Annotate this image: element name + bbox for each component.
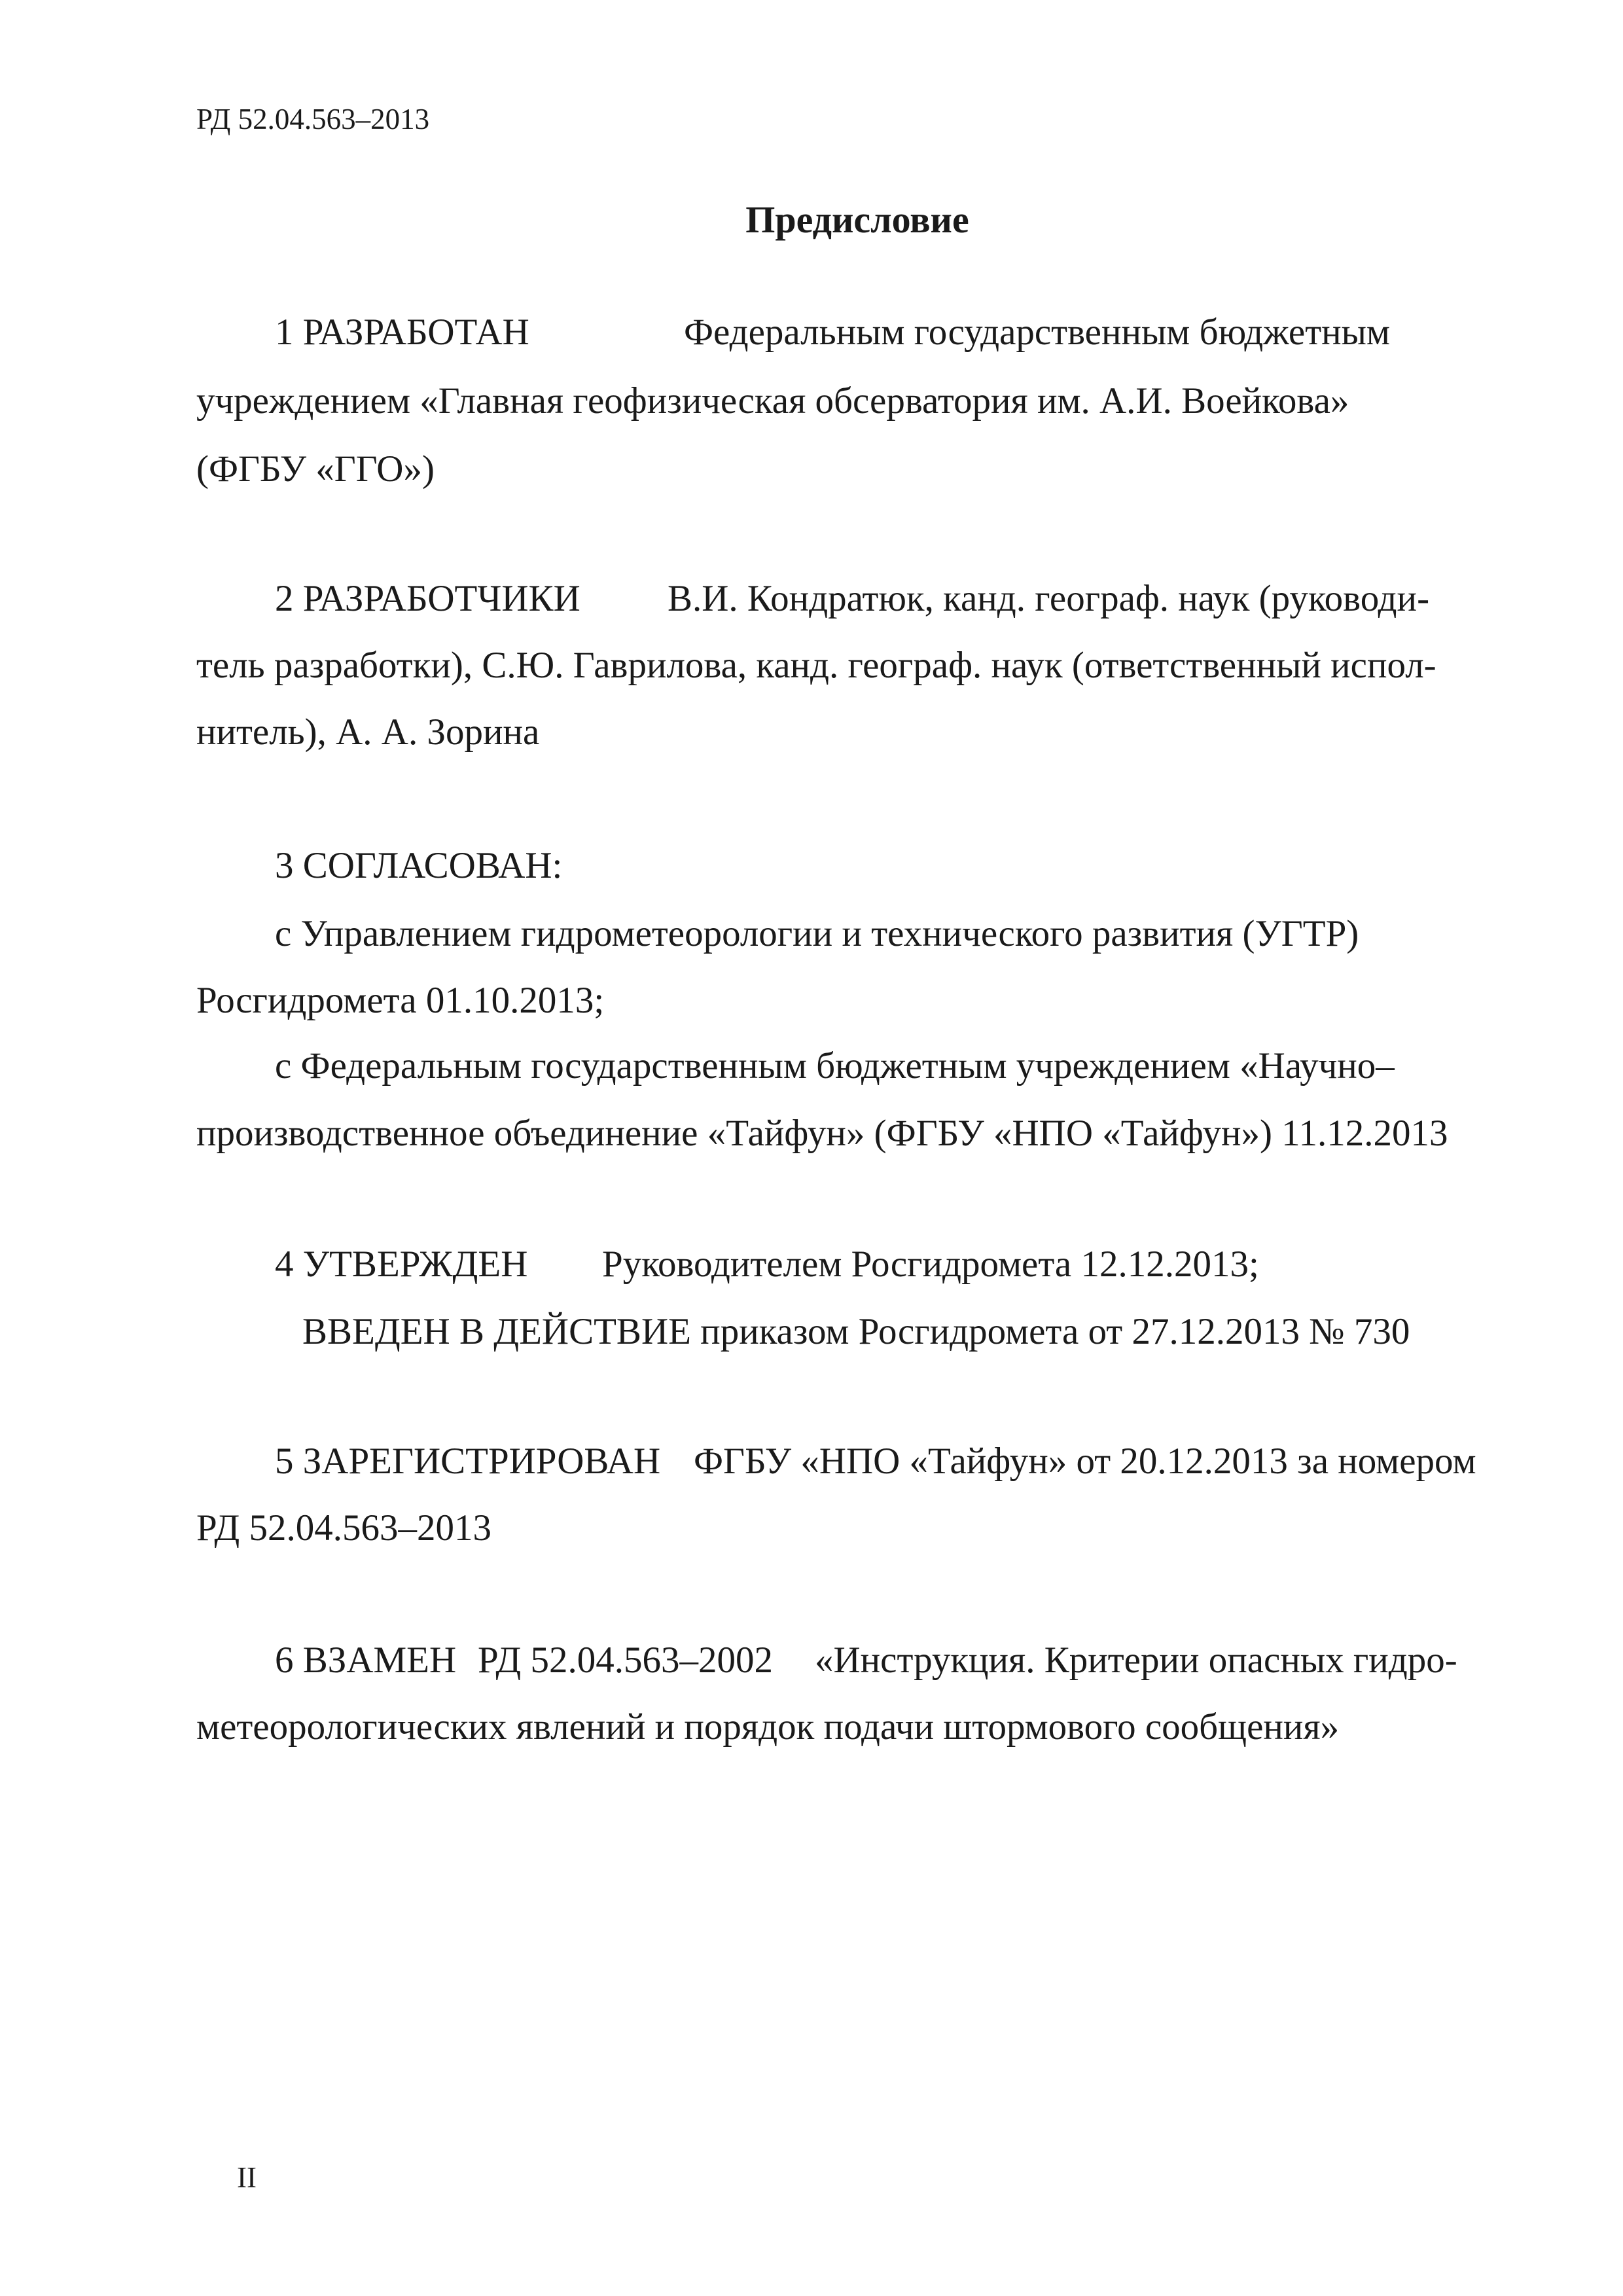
item-2-line-3: нитель), А. А. Зорина — [196, 711, 540, 753]
item-5-label: 5 ЗАРЕГИСТРИРОВАН — [275, 1441, 661, 1482]
item-3-line-3: Росгидромета 01.10.2013; — [196, 980, 605, 1021]
item-6-line-2: метеорологических явлений и порядок подачи штормового сообщения» — [196, 1706, 1340, 1748]
item-1-text: Федеральным государственным бюджетным — [684, 312, 1390, 353]
item-1-label: 1 РАЗРАБОТАН — [275, 312, 529, 353]
item-1-line-2: учреждением «Главная геофизическая обсерватория им. А.И. Воейкова» — [196, 380, 1349, 422]
item-3-line-4: с Федеральным государственным бюджетным учреждением «Научно– — [275, 1045, 1395, 1086]
item-4-label: 4 УТВЕРЖДЕН — [275, 1244, 528, 1285]
item-3-line-5: производственное объединение «Тайфун» (ФГБУ «НПО «Тайфун») 11.12.2013 — [196, 1113, 1448, 1154]
item-4-line-2: ВВЕДЕН В ДЕЙСТВИЕ приказом Росгидромета от 27.12.2013 № 730 — [302, 1311, 1410, 1352]
item-2-label: 2 РАЗРАБОТЧИКИ — [275, 578, 580, 619]
item-3-label: 3 СОГЛАСОВАН: — [275, 845, 563, 886]
item-1-line-3: (ФГБУ «ГГО») — [196, 448, 435, 490]
item-6-replaced-doc-code: РД 52.04.563–2002 — [478, 1640, 774, 1681]
page-number: II — [237, 2161, 257, 2194]
item-2-line-2: тель разработки), С.Ю. Гаврилова, канд. географ. наук (ответственный испол- — [196, 645, 1436, 686]
item-5-text: ФГБУ «НПО «Тайфун» от 20.12.2013 за номером — [694, 1441, 1476, 1482]
item-6-label: 6 ВЗАМЕН — [275, 1640, 457, 1681]
page-title: Предисловие — [745, 198, 969, 241]
document-code-header: РД 52.04.563–2013 — [196, 103, 430, 135]
item-3-line-2: с Управлением гидрометеорологии и технического развития (УГТР) — [275, 913, 1359, 954]
item-5-line-2: РД 52.04.563–2013 — [196, 1507, 492, 1549]
item-4-text: Руководителем Росгидромета 12.12.2013; — [602, 1244, 1259, 1285]
item-6-text: «Инструкция. Критерии опасных гидро- — [815, 1640, 1457, 1681]
item-2-text: В.И. Кондратюк, канд. географ. наук (руководи- — [668, 578, 1430, 619]
